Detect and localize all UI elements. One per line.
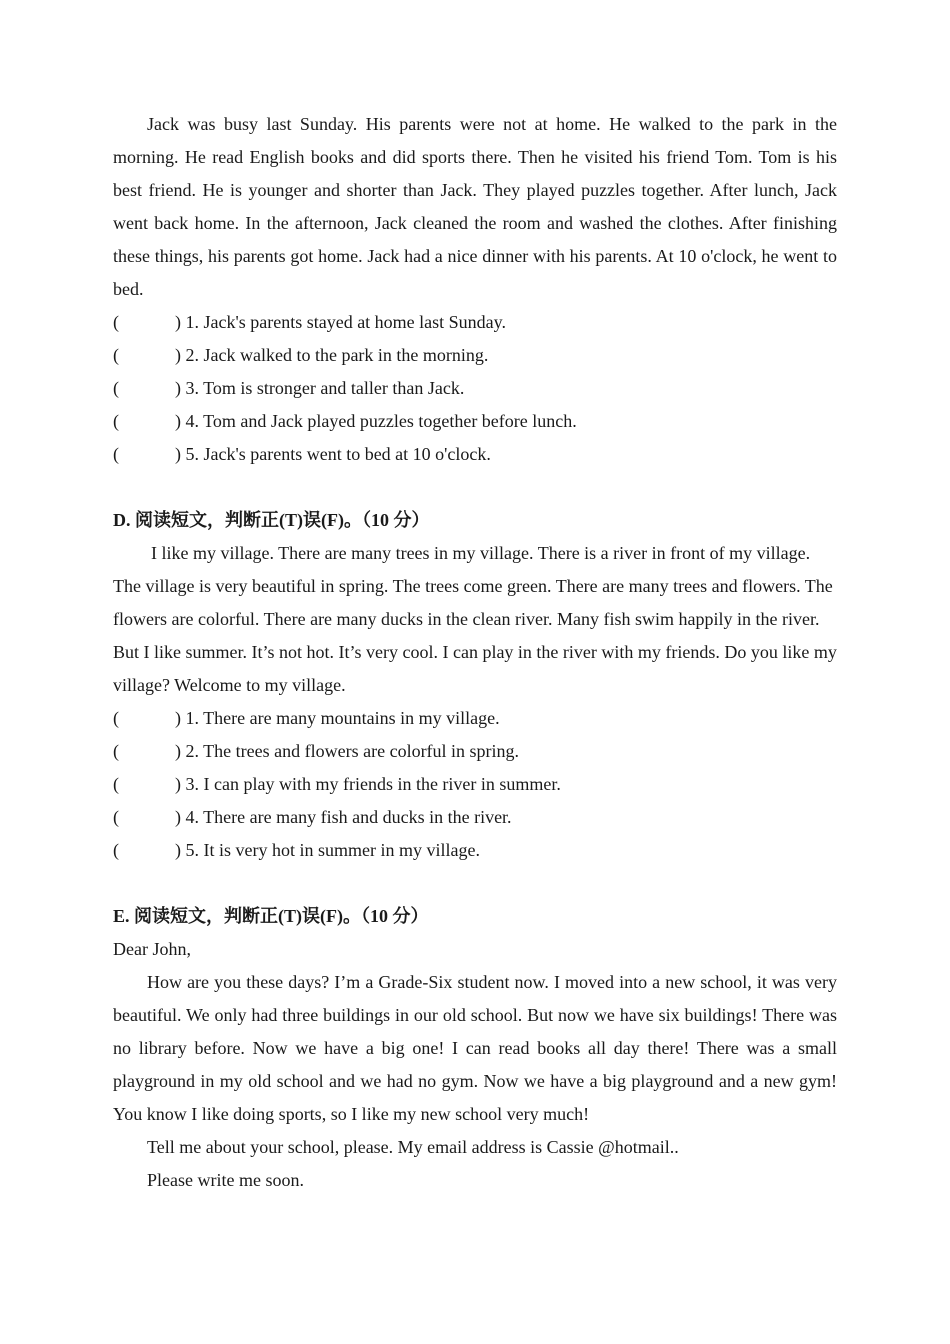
answer-blank[interactable]: ( — [113, 774, 119, 794]
answer-blank[interactable]: ( — [113, 708, 119, 728]
section-e-title: E. 阅读短文，判断正(T)误(F)。（10 分） — [113, 906, 429, 926]
answer-blank[interactable]: ( — [113, 444, 119, 464]
question-item: ( ) 2. The trees and flowers are colorful in spring. — [113, 735, 837, 768]
answer-blank[interactable]: ( — [113, 312, 119, 332]
questions-d — [113, 702, 837, 867]
passage-d: I like my village. There are many trees in my village. There is a river in front of my village. The village is very beautiful in spring. The trees come green. There are many trees and flowers. The flowers are colorful. There are many ducks in the clean river. Many fish swim happily in the river. But I like summer. It’s not hot. It’s very cool. I can play in the river with my friends. Do you like my village? Welcome to my village. — [113, 543, 837, 695]
question-item: ( ) 2. Jack walked to the park in the morning. — [113, 339, 837, 372]
document-page — [113, 108, 837, 1197]
question-item: ( ) 3. Tom is stronger and taller than Jack. — [113, 372, 837, 405]
answer-blank[interactable]: ( — [113, 411, 119, 431]
question-item: ( ) 5. Jack's parents went to bed at 10 o'clock. — [113, 438, 837, 471]
answer-blank[interactable]: ( — [113, 840, 119, 860]
question-item: ( ) 4. Tom and Jack played puzzles together before lunch. — [113, 405, 837, 438]
passage-c: Jack was busy last Sunday. His parents were not at home. He walked to the park in the morning. He read English books and did sports there. Then he visited his friend Tom. Tom is his best friend. He is younger and shorter than Jack. They played puzzles together. After lunch, Jack went back home. In the afternoon, Jack cleaned the room and washed the clothes. After finishing these things, his parents got home. Jack had a nice dinner with his parents. At 10 o'clock, he went to bed. — [113, 114, 837, 299]
question-item: ( ) 1. Jack's parents stayed at home last Sunday. — [113, 306, 837, 339]
question-item: ( ) 3. I can play with my friends in the river in summer. — [113, 768, 837, 801]
letter-greeting: Dear John, — [113, 939, 191, 959]
questions-c — [113, 306, 837, 471]
letter-line: Please write me soon. — [147, 1170, 304, 1190]
question-item: ( ) 4. There are many fish and ducks in the river. — [113, 801, 837, 834]
passage-e: How are you these days? I’m a Grade-Six student now. I moved into a new school, it was very beautiful. We only had three buildings in our old school. But now we have six buildings! There was no library before. Now we have a big one! I can read books all day there! There was a small playground in my old school and we had no gym. Now we have a big playground and a new gym! You know I like doing sports, so I like my new school very much! — [113, 972, 837, 1124]
question-item: ( ) 5. It is very hot in summer in my village. — [113, 834, 837, 867]
section-d-title: D. 阅读短文，判断正(T)误(F)。（10 分） — [113, 510, 430, 530]
answer-blank[interactable]: ( — [113, 345, 119, 365]
answer-blank[interactable]: ( — [113, 807, 119, 827]
answer-blank[interactable]: ( — [113, 378, 119, 398]
question-item: ( ) 1. There are many mountains in my village. — [113, 702, 837, 735]
answer-blank[interactable]: ( — [113, 741, 119, 761]
letter-line: Tell me about your school, please. My email address is Cassie @hotmail.. — [147, 1137, 679, 1157]
